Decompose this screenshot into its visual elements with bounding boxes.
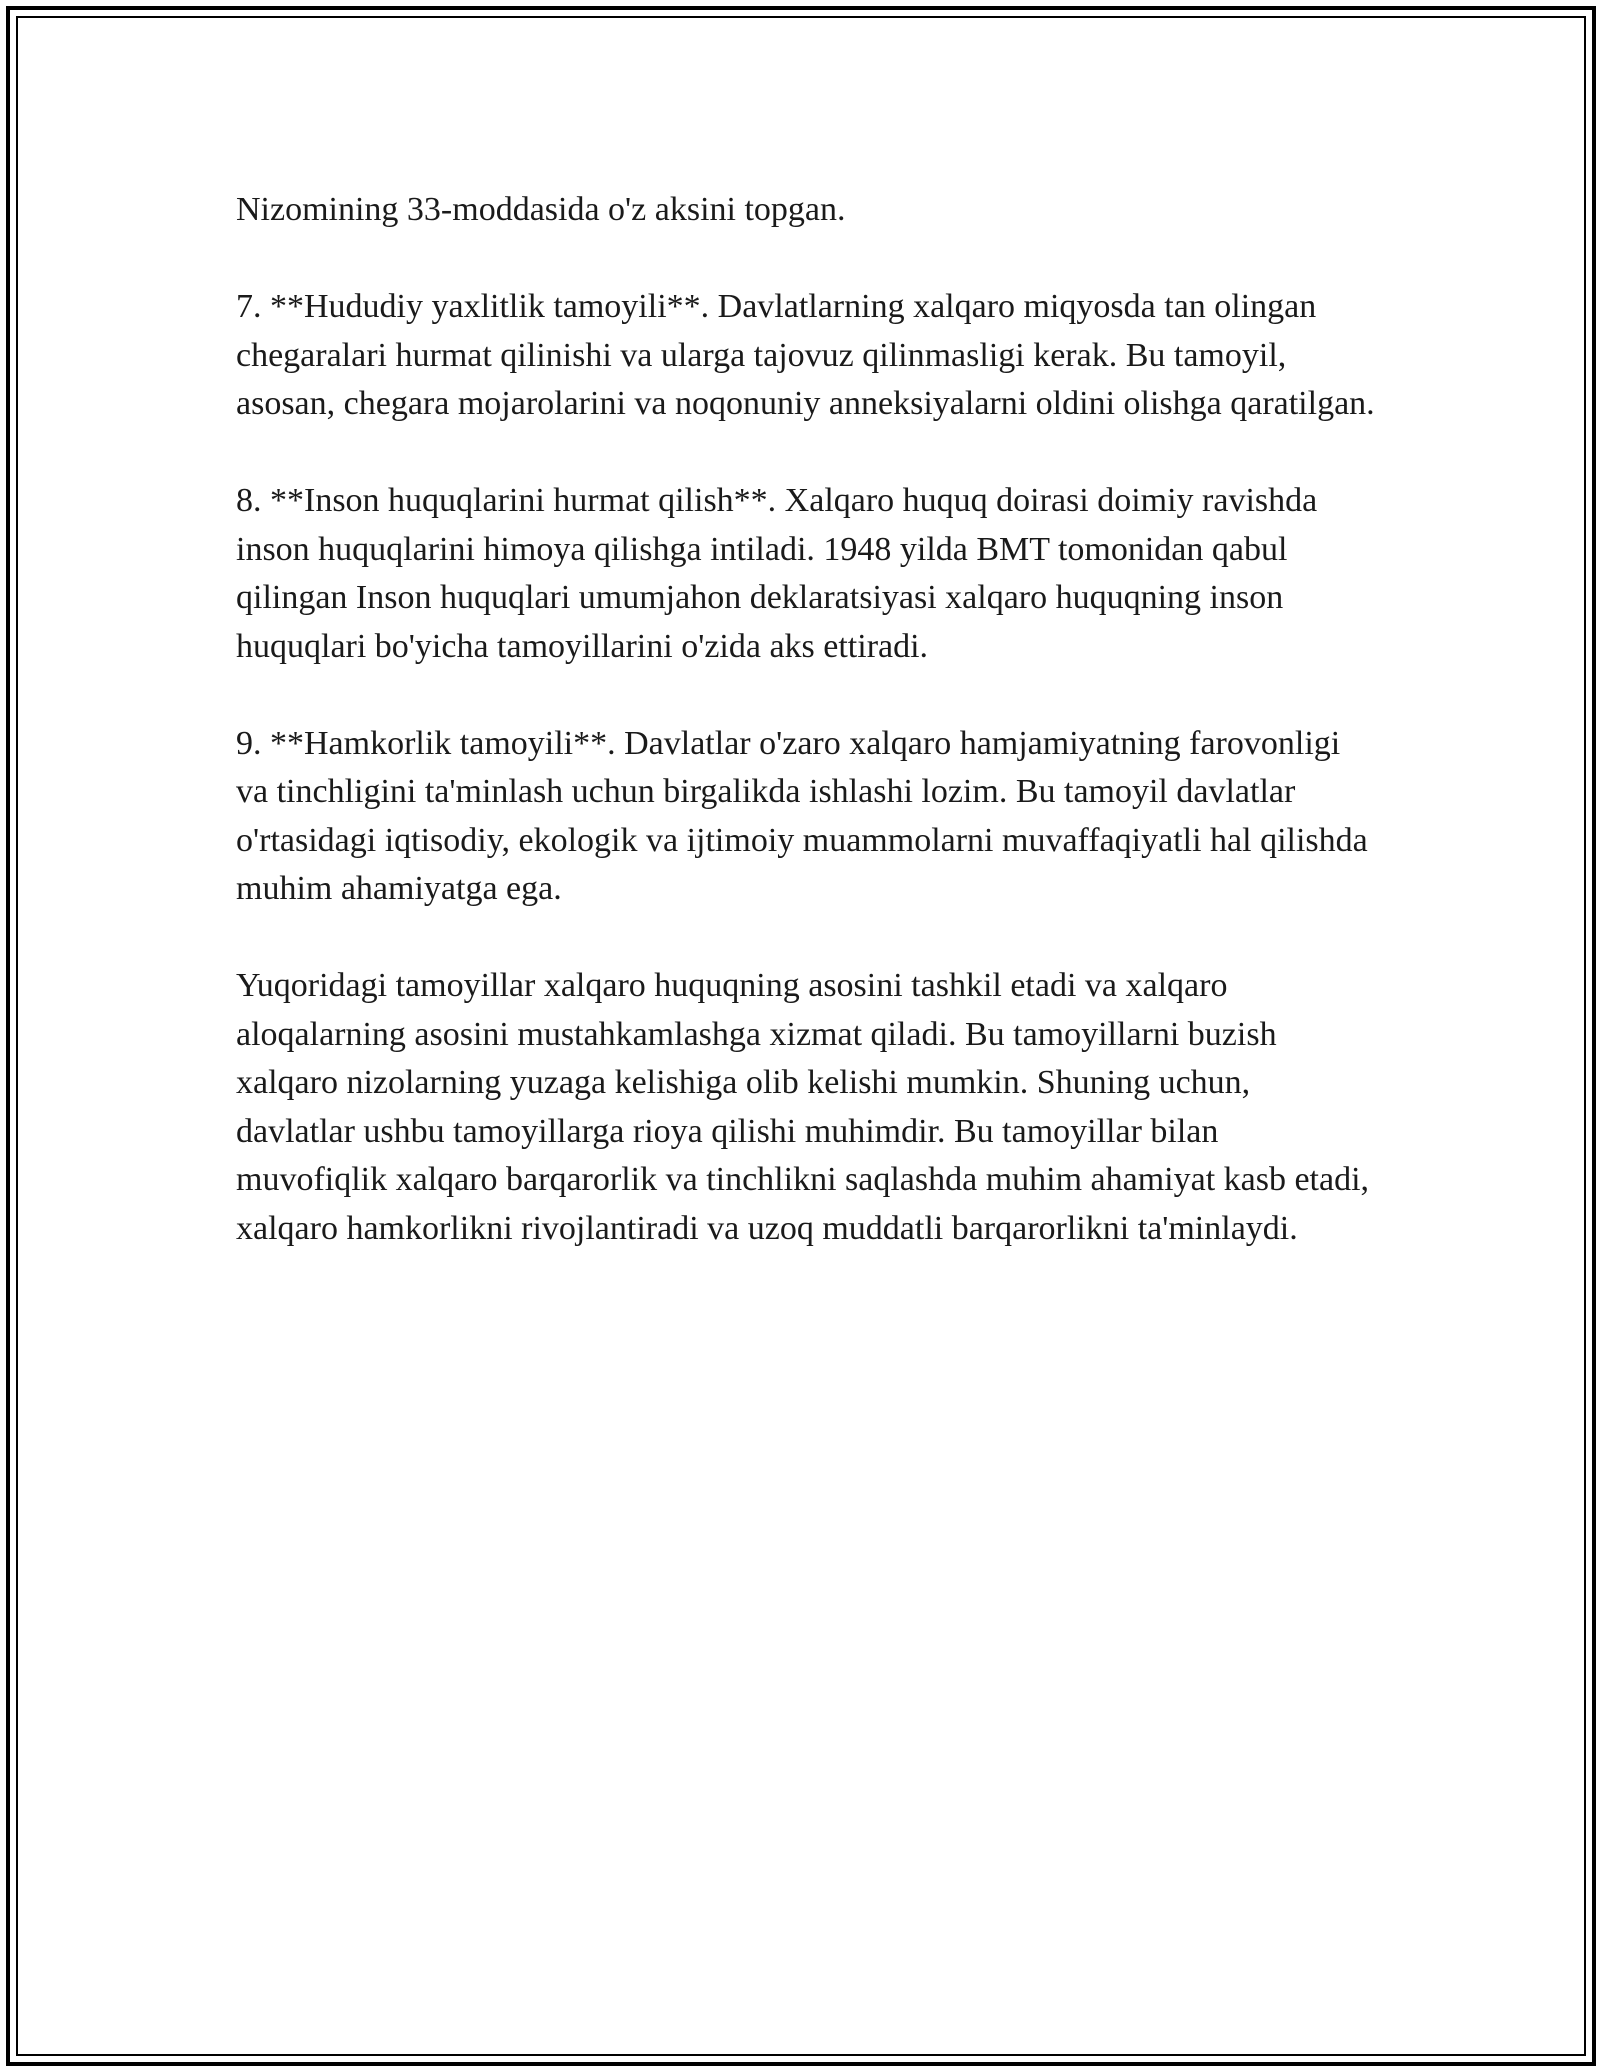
paragraph-human-rights: 8. **Inson huquqlarini hurmat qilish**. Xalqaro huquq doirasi doimiy ravishda inson huquqlarini himoya qilishga intiladi. 1948 yilda BMT tomonidan qabul qilingan Inson huquqlari umumjahon deklaratsiyasi xalqaro huquqning inson huquqlari bo'yicha tamoyillarini o'zida aks ettiradi. [236,482,1318,665]
document-body [236,186,1376,1302]
paragraph-cooperation: 9. **Hamkorlik tamoyili**. Davlatlar o'zaro xalqaro hamjamiyatning farovonligi va tinchligini ta'minlash uchun birgalikda ishlashi lozim. Bu tamoyil davlatlar o'rtasidagi iqtisodiy, ekologik va ijtimoiy muammolarni muvaffaqiyatli hal qilishda muhim ahamiyatga ega. [236,724,1368,907]
paragraph-territorial-integrity: 7. **Hududiy yaxlitlik tamoyili**. Davlatlarning xalqaro miqyosda tan olingan chegaralari hurmat qilinishi va ularga tajovuz qilinmasligi kerak. Bu tamoyil, asosan, chegara mojarolarini va noqonuniy anneksiyalarni oldini olishga qaratilgan. [236,288,1375,422]
paragraph-conclusion: Yuqoridagi tamoyillar xalqaro huquqning asosini tashkil etadi va xalqaro aloqalarning asosini mustahkamlashga xizmat qiladi. Bu tamoyillarni buzish xalqaro nizolarning yuzaga kelishiga olib kelishi mumkin. Shuning uchun, davlatlar ushbu tamoyillarga rioya qilishi muhimdir. Bu tamoyillar bilan muvofiqlik xalqaro barqarorlik va tinchlikni saqlashda muhim ahamiyat kasb etadi, xalqaro hamkorlikni rivojlantiradi va uzoq muddatli barqarorlikni ta'minlaydi. [236,967,1370,1247]
paragraph-continuation: Nizomining 33-moddasida o'z aksini topgan. [236,191,846,228]
